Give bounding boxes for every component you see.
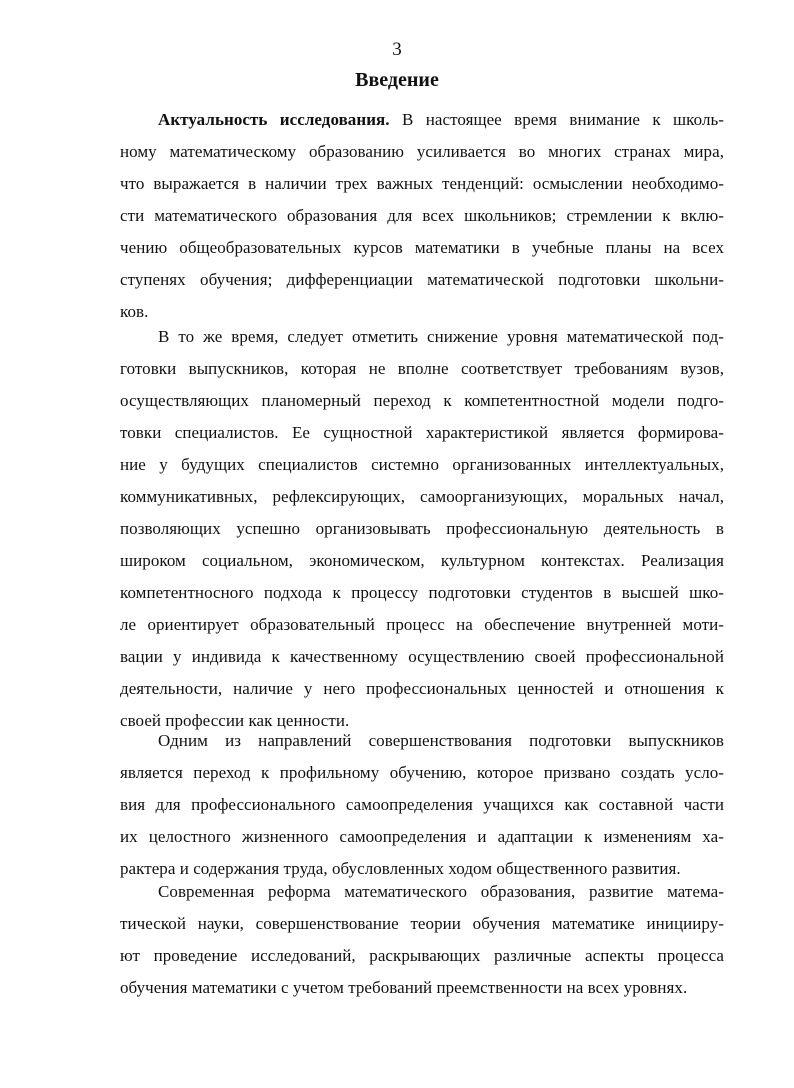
- section-heading: Введение: [355, 69, 439, 91]
- paragraph-line: Одним из направлений совершенствования подготовки выпускников: [158, 731, 724, 750]
- paragraph-line: ступенях обучения; дифференциации математической подготовки школьни-: [120, 270, 724, 289]
- lead-bold-phrase: Актуальность исследования.: [158, 110, 390, 129]
- paragraph-line: является переход к профильному обучению, которое призвано создать усло-: [120, 763, 724, 782]
- paragraph-line: широком социальном, экономическом, культурном контекстах. Реализация: [120, 551, 724, 570]
- paragraph-line: осуществляющих планомерный переход к компетентностной модели подго-: [120, 391, 724, 410]
- paragraph-line: вации у индивида к качественному осуществлению своей профессиональной: [120, 647, 724, 666]
- paragraph-line: сти математического образования для всех школьников; стремлении к вклю-: [120, 206, 724, 225]
- paragraph-line: компетентносного подхода к процессу подготовки студентов в высшей шко-: [120, 583, 724, 602]
- paragraph-relevance: [120, 104, 724, 328]
- paragraph-line: деятельности, наличие у него профессиональных ценностей и отношения к: [120, 679, 724, 698]
- paragraph-line: вия для профессионального самоопределения учащихся как составной части: [120, 795, 724, 814]
- page-number: 3: [392, 39, 402, 60]
- paragraph-line: Современная реформа математического образования, развитие матема-: [158, 882, 724, 901]
- paragraph-line: позволяющих успешно организовывать профессиональную деятельность в: [120, 519, 724, 538]
- paragraph-line: тической науки, совершенствование теории обучения математике иницииру-: [120, 914, 724, 933]
- paragraph-line: рактера и содержания труда, обусловленных ходом общественного развития.: [120, 859, 681, 878]
- paragraph-line: готовки выпускников, которая не вполне соответствует требованиям вузов,: [120, 359, 724, 378]
- paragraph-line: своей профессии как ценности.: [120, 711, 350, 730]
- paragraph-line: обучения математики с учетом требований преемственности на всех уровнях.: [120, 978, 688, 997]
- paragraph-line: их целостного жизненного самоопределения и адаптации к изменениям ха-: [120, 827, 724, 846]
- paragraph-profile-education: [120, 725, 724, 885]
- paragraph-line: [120, 104, 724, 136]
- paragraph-line: ков.: [120, 302, 149, 321]
- line-text: В настоящее время внимание к школь-: [389, 110, 724, 129]
- paragraph-competence: [120, 321, 724, 737]
- paragraph-line: товки специалистов. Ее сущностной характеристикой является формирова-: [120, 423, 724, 442]
- paragraph-line: чению общеобразовательных курсов математики в учебные планы на всех: [120, 238, 724, 257]
- paragraph-line: В то же время, следует отметить снижение уровня математической под-: [158, 327, 724, 346]
- paragraph-line: ют проведение исследований, раскрывающих различные аспекты процесса: [120, 946, 724, 965]
- paragraph-line: ному математическому образованию усиливается во многих странах мира,: [120, 142, 724, 161]
- paragraph-line: коммуникативных, рефлексирующих, самоорганизующих, моральных начал,: [120, 487, 724, 506]
- paragraph-line: ние у будущих специалистов системно организованных интеллектуальных,: [120, 455, 724, 474]
- paragraph-line: что выражается в наличии трех важных тенденций: осмыслении необходимо-: [120, 174, 724, 193]
- paragraph-line: ле ориентирует образовательный процесс на обеспечение внутренней моти-: [120, 615, 724, 634]
- paragraph-reform: [120, 876, 724, 1004]
